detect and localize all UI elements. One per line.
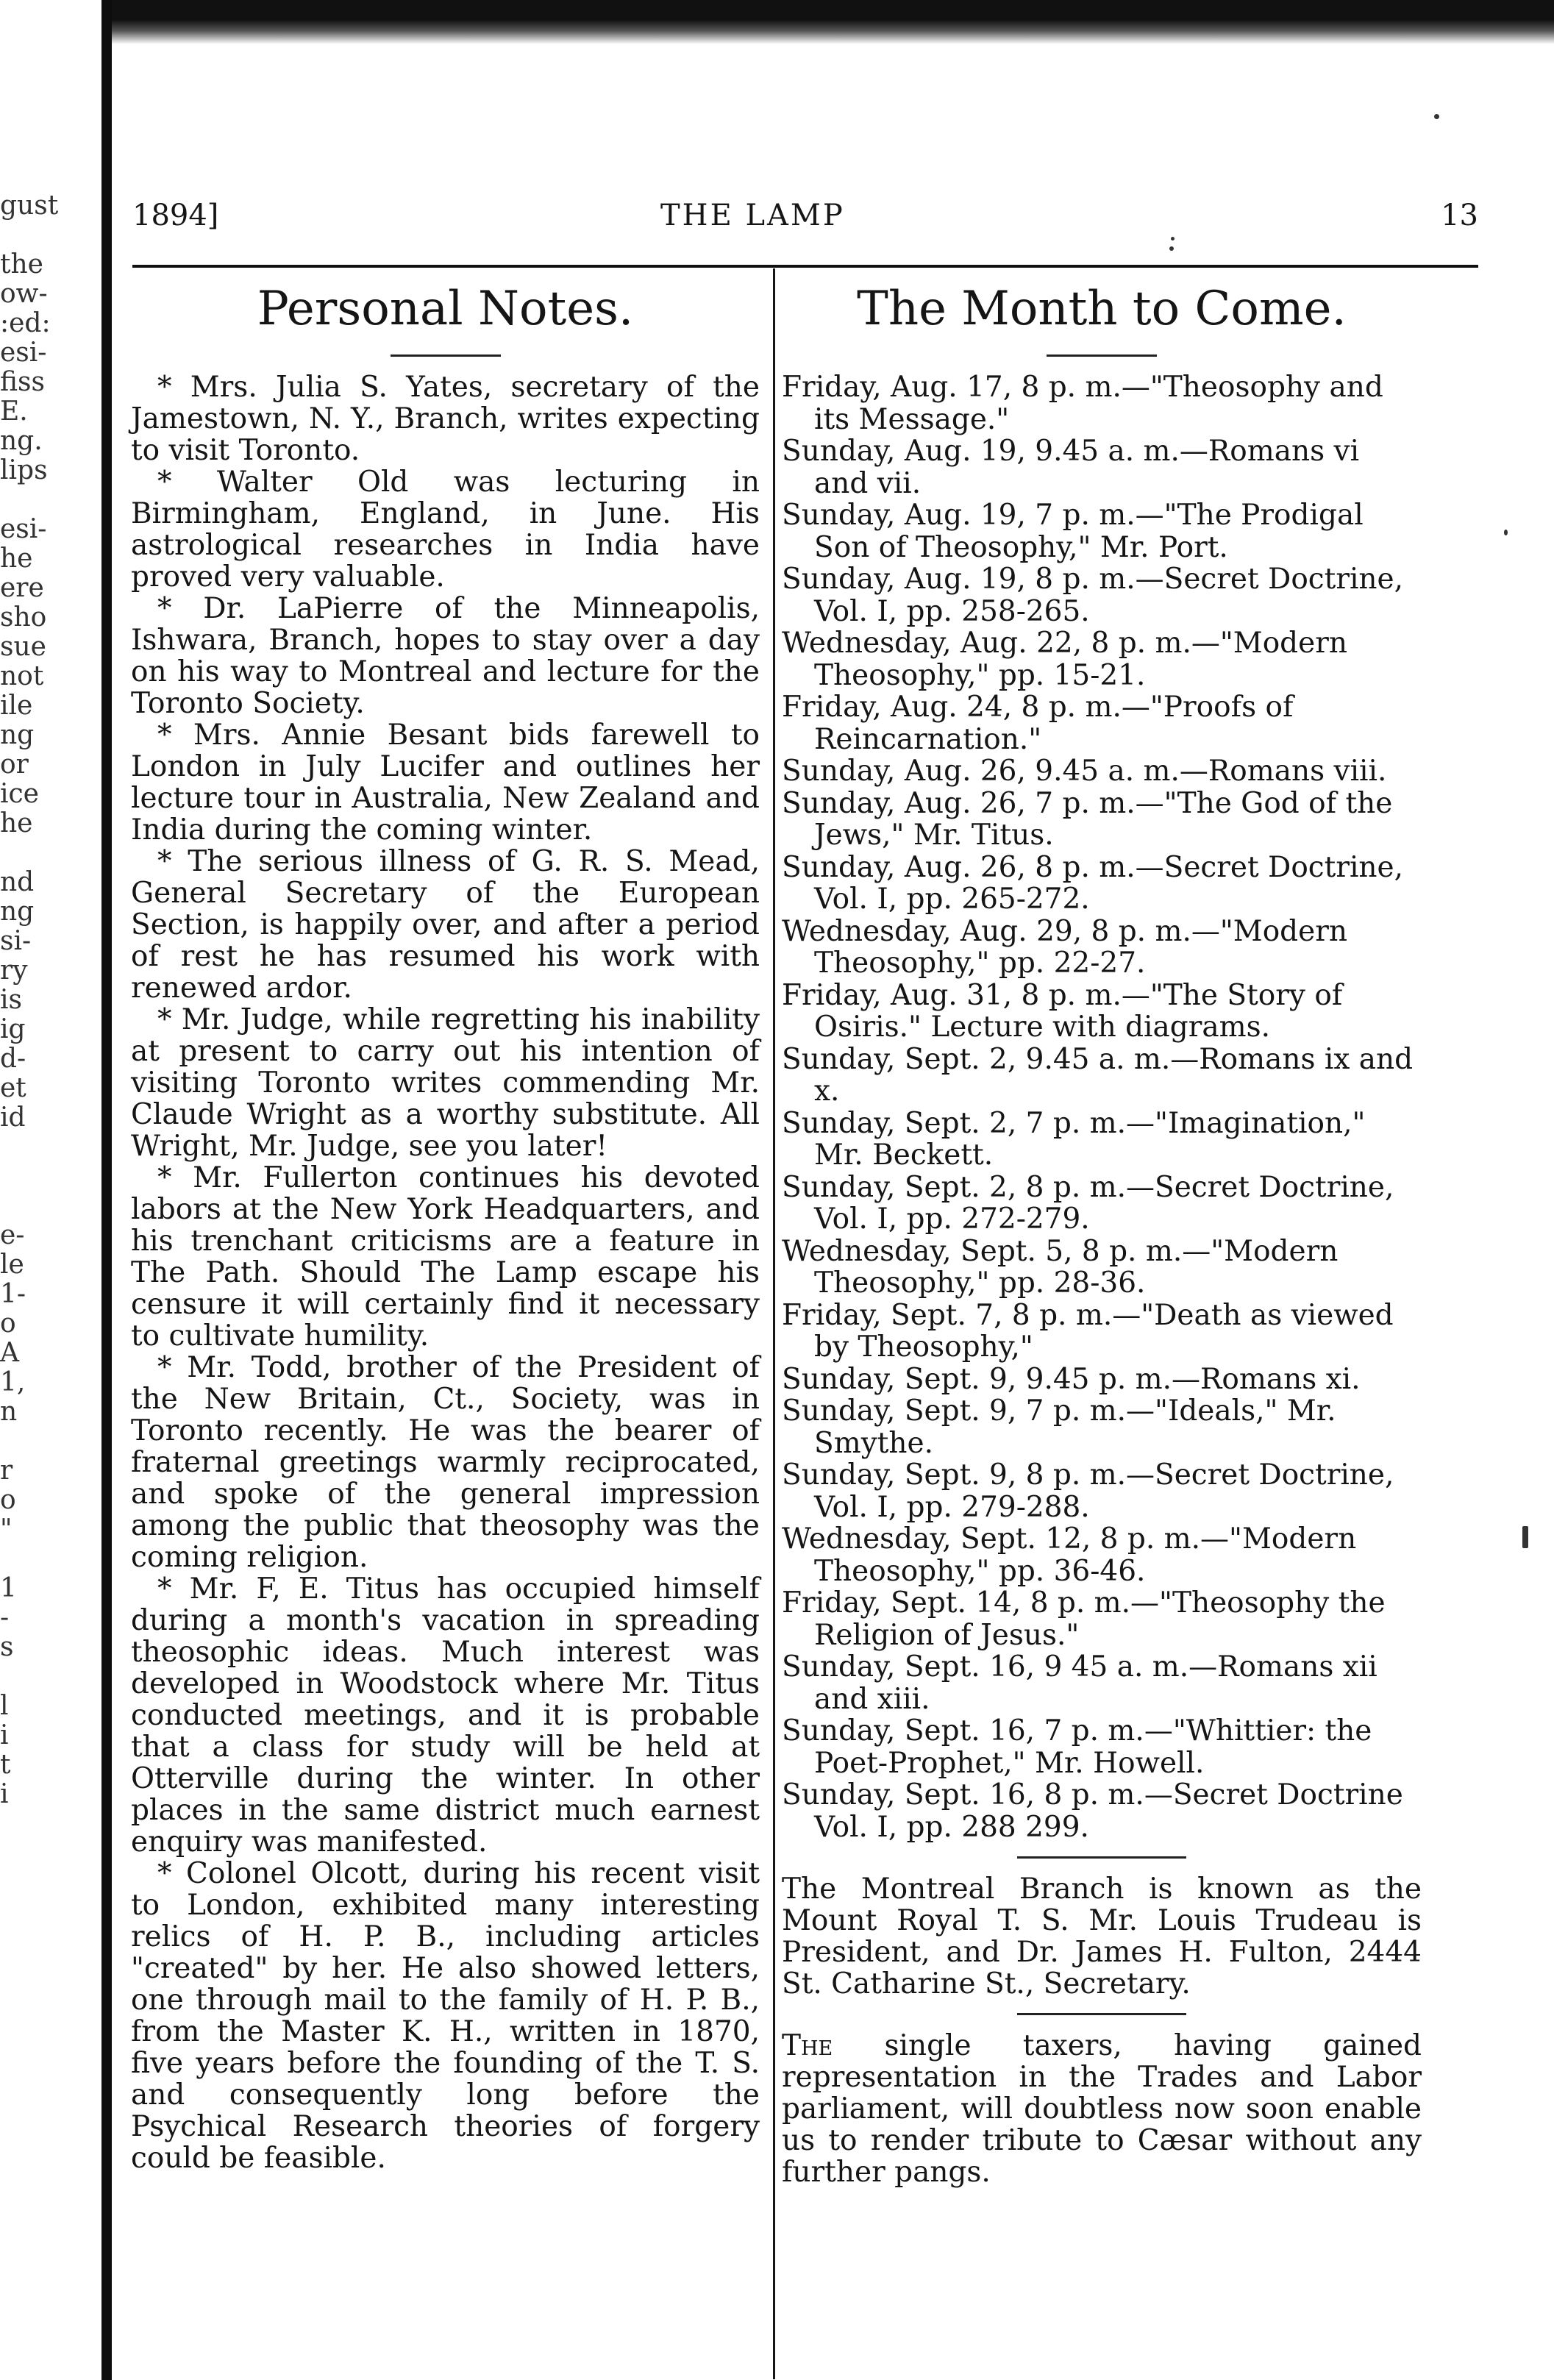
previous-page-line: d- <box>0 1044 26 1074</box>
previous-page-line: ng. <box>0 427 43 456</box>
previous-page-line: s <box>0 1633 14 1662</box>
previous-page-line: sue <box>0 633 46 662</box>
title-rule <box>1047 354 1157 357</box>
event-entry: Sunday, Aug. 26, 7 p. m.—"The God of the Jews," Mr. Titus. <box>782 786 1393 852</box>
previous-page-line: 1- <box>0 1280 26 1309</box>
previous-page-line: he <box>0 809 33 838</box>
personal-note: * Mrs. Annie Besant bids farewell to London in July Lucifer and outlines her lecture tour in Australia, New Zealand and India during the coming winter. <box>131 719 760 847</box>
personal-notes-column <box>131 279 760 2174</box>
personal-note: * Dr. LaPierre of the Minneapolis, Ishwara, Branch, hopes to stay over a day on his way to Montreal and lecture for the Toronto Society. <box>131 592 760 720</box>
previous-page-line: et <box>0 1074 26 1103</box>
previous-page-heading: gust <box>0 191 59 221</box>
previous-page-line <box>0 1544 96 1574</box>
previous-page-line <box>0 1191 96 1221</box>
personal-note: * The serious illness of G. R. S. Mead, General Secretary of the European Section, is happily over, and after a period of rest he has resumed his work with renewed ardor. <box>131 845 760 1005</box>
personal-note: * Mrs. Julia S. Yates, secretary of the Jamestown, N. Y., Branch, writes expecting to visit Toronto. <box>131 371 760 467</box>
event-entry: Friday, Aug. 17, 8 p. m.—"Theosophy and its Message." <box>782 371 1383 436</box>
section-rule <box>1017 2013 1186 2015</box>
event-entry: Sunday, Sept. 16, 8 p. m.—Secret Doctrine Vol. I, pp. 288 299. <box>782 1778 1403 1844</box>
event-entry: Sunday, Aug. 26, 8 p. m.—Secret Doctrine, Vol. I, pp. 265-272. <box>782 850 1404 916</box>
event-entry: Wednesday, Sept. 5, 8 p. m.—"Modern Theosophy," pp. 28-36. <box>782 1234 1339 1300</box>
event-entry: Sunday, Sept. 9, 7 p. m.—"Ideals," Mr. Smythe. <box>782 1394 1336 1460</box>
header-rule <box>132 265 1478 268</box>
previous-page-line: 1 <box>0 1574 17 1603</box>
personal-note: * Mr. Todd, brother of the President of the New Britain, Ct., Society, was in Toronto recently. He was the bearer of fraternal greetings warmly reciprocated, and spoke of the general impression among the public that theosophy was the coming religion. <box>131 1351 760 1574</box>
event-entry: Sunday, Aug. 19, 7 p. m.—"The Prodigal Son of Theosophy," Mr. Port. <box>782 499 1364 564</box>
section-rule <box>1017 1856 1186 1859</box>
previous-page-line: id <box>0 1103 26 1133</box>
previous-page-line: ig <box>0 1015 26 1044</box>
event-entry: Sunday, Aug. 26, 9.45 a. m.—Romans viii. <box>782 755 1387 788</box>
personal-note: * Walter Old was lecturing in Birmingham, England, in June. His astrological researches in India have proved very valuable. <box>131 466 760 594</box>
personal-note: * Colonel Olcott, during his recent visit to London, exhibited many interesting relics of H. P. B., including articles "created" by her. He also showed letters, one through mail to the family of H. P. B., from the Master K. H., written in 1870, five years before the founding of the T. S. and consequently long before the Psychical Research theories of forgery could be feasible. <box>131 1857 760 2175</box>
previous-page-line <box>0 1662 96 1692</box>
previous-page-line <box>0 1162 96 1191</box>
month-to-come-column <box>782 279 1422 2188</box>
events-list <box>782 371 1422 1843</box>
previous-page-line: lips <box>0 456 48 485</box>
previous-page-line: ice <box>0 780 39 809</box>
print-speck <box>1504 530 1508 535</box>
event-entry: Sunday, Sept. 9, 8 p. m.—Secret Doctrine, Vol. I, pp. 279-288. <box>782 1458 1394 1524</box>
previous-page-line: ng <box>0 721 35 750</box>
personal-note: * Mr. F, E. Titus has occupied himself during a month's vacation in spreading theosophic ideas. Much interest was developed in Woodstock where Mr. Titus conducted meetings, and it is probable that a class for study will be held at Otterville during the winter. In other places in the same district much earnest enquiry was manifested. <box>131 1572 760 1859</box>
event-entry: Sunday, Sept. 16, 7 p. m.—"Whittier: the Poet-Prophet," Mr. Howell. <box>782 1714 1372 1780</box>
previous-page-line: 1, <box>0 1368 26 1397</box>
print-speck <box>1171 237 1175 241</box>
previous-page-line <box>0 485 96 515</box>
event-entry: Friday, Sept. 14, 8 p. m.—"Theosophy the Religion of Jesus." <box>782 1586 1386 1652</box>
personal-notes-title: Personal Notes. <box>257 282 634 336</box>
previous-page-line: ile <box>0 691 33 721</box>
previous-page-line: si- <box>0 927 32 956</box>
single-taxers-note <box>782 2030 1422 2188</box>
previous-page-line: not <box>0 662 44 691</box>
previous-page-line: the <box>0 250 43 279</box>
previous-page-line: i <box>0 1721 9 1750</box>
previous-page-line: l <box>0 1692 9 1721</box>
previous-page-line: E. <box>0 397 28 427</box>
event-entry: Friday, Aug. 24, 8 p. m.—"Proofs of Reincarnation." <box>782 691 1294 756</box>
event-entry: Sunday, Sept. 2, 7 p. m.—"Imagination," Mr. Beckett. <box>782 1106 1366 1172</box>
previous-page-line: n <box>0 1397 18 1427</box>
previous-page-line: or <box>0 750 29 780</box>
personal-note: * Mr. Judge, while regretting his inability at present to carry out his intention of visiting Toronto writes commending Mr. Claude Wright as a worthy substitute. All Wright, Mr. Judge, see you later! <box>131 1003 760 1163</box>
previous-page-line <box>0 1133 96 1162</box>
title-rule <box>391 354 501 357</box>
notes-list <box>131 371 760 2174</box>
previous-page-line: t <box>0 1750 11 1780</box>
event-entry: Friday, Sept. 7, 8 p. m.—"Death as viewed by Theosophy," <box>782 1298 1394 1364</box>
month-to-come-title: The Month to Come. <box>857 282 1347 336</box>
previous-page-line: :ed: <box>0 309 51 338</box>
previous-page-line: " <box>0 1515 13 1544</box>
event-entry: Wednesday, Aug. 22, 8 p. m.—"Modern Theosophy," pp. 15-21. <box>782 627 1347 692</box>
previous-page-line: A <box>0 1339 19 1368</box>
previous-page-line: e- <box>0 1221 25 1250</box>
print-speck <box>1522 1526 1528 1548</box>
previous-page-line: fiss <box>0 368 45 397</box>
print-speck <box>1434 114 1439 119</box>
previous-page-line <box>0 1427 96 1456</box>
previous-page-line: - <box>0 1603 10 1633</box>
previous-page-line <box>0 838 96 868</box>
previous-page-line: nd <box>0 868 35 897</box>
event-entry: Sunday, Sept. 9, 9.45 p. m.—Romans xi. <box>782 1362 1361 1396</box>
previous-page-line: i <box>0 1780 9 1809</box>
header-year: 1894] <box>132 199 219 232</box>
previous-page-line: le <box>0 1250 24 1280</box>
previous-page-line: ng <box>0 897 35 927</box>
event-entry: Sunday, Sept. 2, 9.45 a. m.—Romans ix and x. <box>782 1042 1414 1108</box>
event-entry: Sunday, Aug. 19, 9.45 a. m.—Romans vi and vii. <box>782 435 1360 500</box>
event-entry: Friday, Aug. 31, 8 p. m.—"The Story of Osiris." Lecture with diagrams. <box>782 978 1343 1044</box>
previous-page-line: is <box>0 986 22 1015</box>
previous-page-line: r <box>0 1456 13 1486</box>
previous-page-line: ere <box>0 574 44 603</box>
page-number: 13 <box>1441 199 1478 232</box>
event-entry: Sunday, Sept. 2, 8 p. m.—Secret Doctrine, Vol. I, pp. 272-279. <box>782 1170 1394 1236</box>
previous-page-line: esi- <box>0 515 47 544</box>
single-taxers-lead: The <box>782 2029 833 2062</box>
page-gutter-shadow <box>101 0 112 2380</box>
previous-page-line: o <box>0 1486 16 1515</box>
header-title: THE LAMP <box>660 199 845 232</box>
previous-page-line: ow- <box>0 279 48 309</box>
event-entry: Sunday, Aug. 19, 8 p. m.—Secret Doctrine, Vol. I, pp. 258-265. <box>782 563 1404 628</box>
previous-page-line: esi- <box>0 338 47 368</box>
single-taxers-text: single taxers, having gained representation in the Trades and Labor parliament, will doubtless now soon enable us to render tribute to Cæsar without any further pangs. <box>782 2029 1422 2189</box>
running-header <box>132 199 1478 243</box>
previous-page-line: o <box>0 1309 16 1339</box>
print-speck <box>1169 246 1174 251</box>
previous-page-line: ry <box>0 956 28 986</box>
previous-page-line: sho <box>0 603 47 633</box>
montreal-branch-note: The Montreal Branch is known as the Mount Royal T. S. Mr. Louis Trudeau is President, and Dr. James H. Fulton, 2444 St. Catharine St., Secretary. <box>782 1873 1422 2000</box>
top-scan-shadow <box>103 0 1554 44</box>
column-divider <box>773 268 775 2379</box>
previous-page-line: he <box>0 544 33 574</box>
event-entry: Sunday, Sept. 16, 9 45 a. m.—Romans xii and xiii. <box>782 1650 1377 1716</box>
event-entry: Wednesday, Sept. 12, 8 p. m.—"Modern Theosophy," pp. 36-46. <box>782 1522 1357 1588</box>
event-entry: Wednesday, Aug. 29, 8 p. m.—"Modern Theosophy," pp. 22-27. <box>782 914 1347 980</box>
previous-page-fragment <box>0 191 96 1809</box>
personal-note: * Mr. Fullerton continues his devoted labors at the New York Headquarters, and his trenchant criticisms are a feature in The Path. Should The Lamp escape his censure it will certainly find it necessary to cultivate humility. <box>131 1161 760 1353</box>
